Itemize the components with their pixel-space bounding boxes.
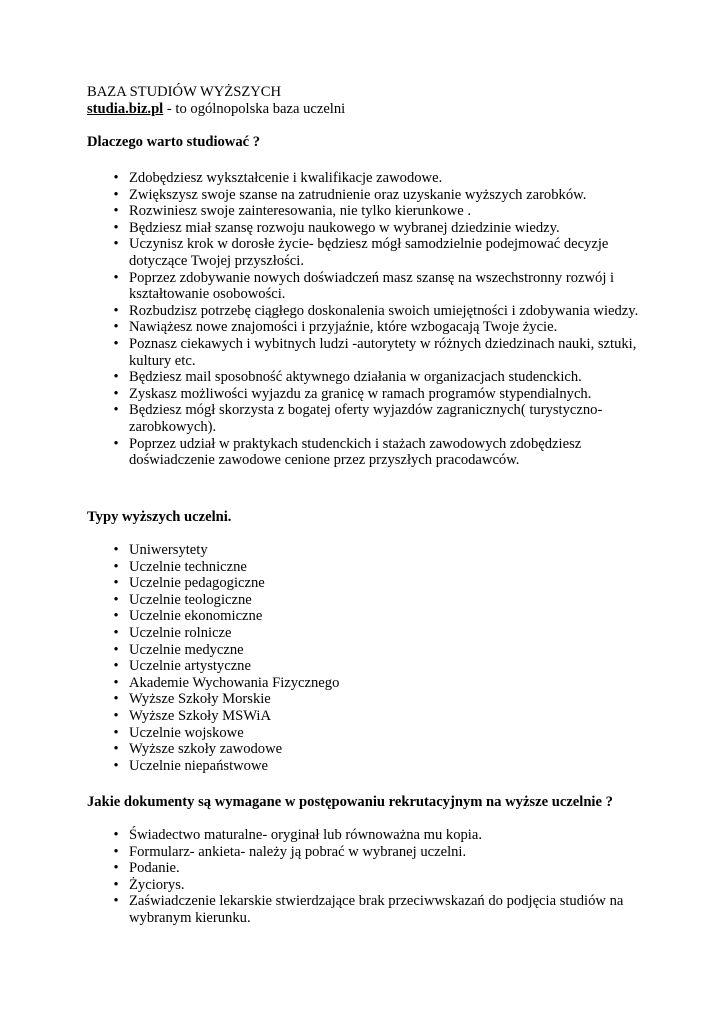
list-item: • Uczelnie teologiczne (0, 592, 725, 609)
section-heading-why-study: Dlaczego warto studiować ? (87, 134, 261, 150)
list-item: • Uczelnie techniczne (0, 559, 725, 576)
bullet-icon: • (113, 860, 119, 877)
list-university-types (0, 542, 725, 774)
list-item: • Poprzez zdobywanie nowych doświadczeń masz szansę na wszechstronny rozwój i kształtowanie osobowości. (0, 270, 725, 303)
bullet-icon: • (113, 674, 119, 691)
list-item: • Będziesz mail sposobność aktywnego działania w organizacjach studenckich. (0, 369, 725, 386)
list-item: • Życiorys. (0, 877, 725, 894)
list-item: • Wyższe szkoły zawodowe (0, 741, 725, 758)
bullet-icon: • (113, 827, 119, 843)
list-item: • Uczelnie medyczne (0, 642, 725, 659)
list-item: • Uczelnie ekonomiczne (0, 608, 725, 625)
bullet-icon: • (113, 236, 119, 253)
site-link[interactable]: studia.biz.pl (87, 101, 164, 117)
bullet-icon: • (113, 757, 119, 774)
list-item: • Rozbudzisz potrzebę ciągłego doskonalenia swoich umiejętności i zdobywania wiedzy. (0, 303, 725, 320)
list-item: • Rozwiniesz swoje zainteresowania, nie tylko kierunkowe . (0, 203, 725, 220)
bullet-icon: • (113, 435, 119, 452)
list-item: • Uczelnie artystyczne (0, 658, 725, 675)
list-item: • Będziesz miał szansę rozwoju naukowego w wybranej dziedzinie wiedzy. (0, 220, 725, 237)
bullet-icon: • (113, 319, 119, 336)
bullet-icon: • (113, 658, 119, 675)
section-heading-required-documents: Jakie dokumenty są wymagane w postępowaniu rekrutacyjnym na wyższe uczelnie ? (87, 794, 613, 810)
bullet-icon: • (113, 269, 119, 286)
list-item: • Zaświadczenie lekarskie stwierdzające brak przeciwwskazań do podjęcia studiów na wybranym kierunku. (0, 893, 725, 926)
list-item: • Poprzez udział w praktykach studenckich i stażach zawodowych zdobędziesz doświadczenie zawodowe cenione przez przyszłych pracodawców. (0, 436, 725, 469)
site-line (87, 101, 345, 118)
bullet-icon: • (113, 893, 119, 910)
list-item: • Uczelnie rolnicze (0, 625, 725, 642)
bullet-icon: • (113, 641, 119, 658)
bullet-icon: • (113, 170, 119, 186)
list-item: • Uczelnie niepaństwowe (0, 758, 725, 775)
list-item: • Zwiększysz swoje szanse na zatrudnienie oraz uzyskanie wyższych zarobków. (0, 187, 725, 204)
bullet-icon: • (113, 219, 119, 236)
section-heading-university-types: Typy wyższych uczelni. (87, 509, 232, 525)
bullet-icon: • (113, 724, 119, 741)
list-required-documents (0, 827, 725, 927)
list-item: • Podanie. (0, 860, 725, 877)
site-tagline: - to ogólnopolska baza uczelni (163, 101, 346, 117)
list-item: • Uniwersytety (0, 542, 725, 559)
bullet-icon: • (113, 691, 119, 708)
list-item: • Uczelnie wojskowe (0, 725, 725, 742)
bullet-icon: • (113, 876, 119, 893)
bullet-icon: • (113, 402, 119, 419)
list-item: • Zdobędziesz wykształcenie i kwalifikacje zawodowe. (0, 170, 725, 187)
bullet-icon: • (113, 558, 119, 575)
bullet-icon: • (113, 302, 119, 319)
bullet-icon: • (113, 707, 119, 724)
list-item: • Formularz- ankieta- należy ją pobrać w wybranej uczelni. (0, 844, 725, 861)
list-item: • Wyższe Szkoły Morskie (0, 691, 725, 708)
bullet-icon: • (113, 591, 119, 608)
list-item: • Zyskasz możliwości wyjazdu za granicę w ramach programów stypendialnych. (0, 386, 725, 403)
bullet-icon: • (113, 843, 119, 860)
list-item: • Wyższe Szkoły MSWiA (0, 708, 725, 725)
list-item: • Będziesz mógł skorzysta z bogatej oferty wyjazdów zagranicznych( turystyczno-zarobkowych). (0, 402, 725, 435)
bullet-icon: • (113, 335, 119, 352)
list-item: • Uczelnie pedagogiczne (0, 575, 725, 592)
bullet-icon: • (113, 575, 119, 592)
list-item: • Uczynisz krok w dorosłe życie- będziesz mógł samodzielnie podejmować decyzje dotyczące Twojej przyszłości. (0, 236, 725, 269)
bullet-icon: • (113, 608, 119, 625)
list-item: • Nawiążesz nowe znajomości i przyjaźnie, które wzbogacają Twoje życie. (0, 319, 725, 336)
list-item: • Akademie Wychowania Fizycznego (0, 675, 725, 692)
bullet-icon: • (113, 542, 119, 558)
list-item: • Poznasz ciekawych i wybitnych ludzi -autorytety w różnych dziedzinach nauki, sztuki, kultury etc. (0, 336, 725, 369)
bullet-icon: • (113, 385, 119, 402)
list-item: • Świadectwo maturalne- oryginał lub równoważna mu kopia. (0, 827, 725, 844)
bullet-icon: • (113, 624, 119, 641)
document-title: BAZA STUDIÓW WYŻSZYCH (87, 84, 282, 100)
bullet-icon: • (113, 203, 119, 220)
bullet-icon: • (113, 186, 119, 203)
list-why-study (0, 170, 725, 469)
bullet-icon: • (113, 369, 119, 386)
bullet-icon: • (113, 741, 119, 758)
